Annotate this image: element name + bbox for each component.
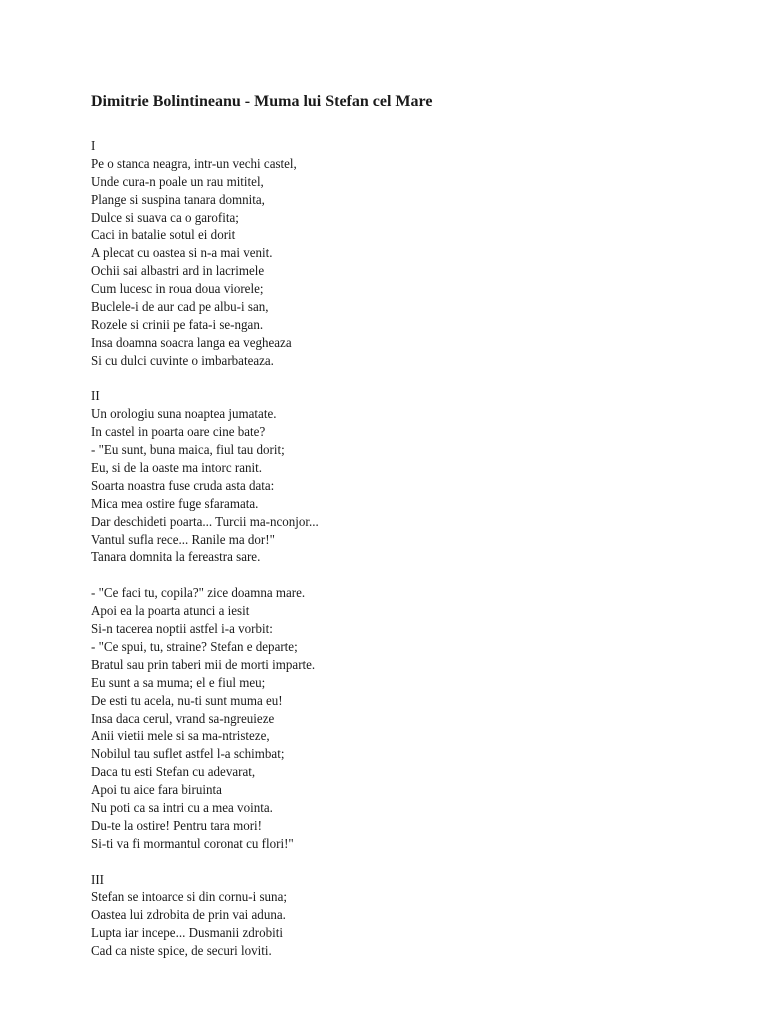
poem-line: Oastea lui zdrobita de prin vai aduna.	[91, 908, 286, 924]
poem-line: Rozele si crinii pe fata-i se-ngan.	[91, 317, 264, 333]
poem-line: Dar deschideti poarta... Turcii ma-nconjor...	[91, 514, 319, 530]
poem-line: Lupta iar incepe... Dusmanii zdrobiti	[91, 926, 284, 942]
poem-line: Unde cura-n poale un rau mititel,	[91, 174, 264, 190]
poem-line: Cum lucesc in roua doua viorele;	[91, 282, 264, 298]
poem-body	[91, 138, 731, 961]
poem-line: Eu, si de la oaste ma intorc ranit.	[91, 461, 263, 477]
poem-line: Insa doamna soacra langa ea vegheaza	[91, 335, 292, 351]
poem-line: Pe o stanca neagra, intr-un vechi castel,	[91, 156, 297, 172]
poem-line: - "Ce faci tu, copila?" zice doamna mare.	[91, 586, 306, 602]
stanza	[91, 585, 731, 853]
poem-line: Du-te la ostire! Pentru tara mori!	[91, 818, 263, 834]
poem-line: Caci in batalie sotul ei dorit	[91, 228, 236, 244]
poem-line: Daca tu esti Stefan cu adevarat,	[91, 765, 256, 781]
poem-line: A plecat cu oastea si n-a mai venit.	[91, 246, 273, 262]
poem-line: Bratul sau prin taberi mii de morti imparte.	[91, 657, 316, 673]
poem-line: Si-n tacerea noptii astfel i-a vorbit:	[91, 622, 273, 638]
stanza	[91, 138, 731, 371]
poem-line: Stefan se intoarce si din cornu-i suna;	[91, 890, 287, 906]
poem-line: Cad ca niste spice, de securi loviti.	[91, 944, 272, 960]
poem-line: Apoi tu aice fara biruinta	[91, 783, 222, 799]
poem-line: Mica mea ostire fuge sfaramata.	[91, 496, 259, 512]
poem-line: Nu poti ca sa intri cu a mea vointa.	[91, 800, 273, 816]
poem-line: Plange si suspina tanara domnita,	[91, 192, 265, 208]
poem-line: Si-ti va fi mormantul coronat cu flori!"	[91, 836, 294, 852]
poem-line: De esti tu acela, nu-ti sunt muma eu!	[91, 693, 283, 709]
poem-line: Soarta noastra fuse cruda asta data:	[91, 478, 275, 494]
poem-line: Nobilul tau suflet astfel l-a schimbat;	[91, 747, 285, 763]
poem-line: Si cu dulci cuvinte o imbarbateaza.	[91, 353, 274, 369]
stanza	[91, 872, 731, 961]
stanza-number: II	[91, 389, 100, 405]
stanza-number: III	[91, 872, 105, 888]
document-page	[91, 92, 731, 979]
poem-line: Buclele-i de aur cad pe albu-i san,	[91, 300, 269, 316]
poem-line: Apoi ea la poarta atunci a iesit	[91, 604, 250, 620]
poem-line: Vantul sufla rece... Ranile ma dor!"	[91, 532, 275, 548]
poem-line: Un orologiu suna noaptea jumatate.	[91, 407, 277, 423]
document-title: Dimitrie Bolintineanu - Muma lui Stefan cel Mare	[91, 93, 433, 110]
stanza	[91, 388, 731, 567]
poem-line: In castel in poarta oare cine bate?	[91, 425, 266, 441]
poem-line: Eu sunt a sa muma; el e fiul meu;	[91, 675, 266, 691]
poem-line: Dulce si suava ca o garofita;	[91, 210, 239, 226]
poem-line: Tanara domnita la fereastra sare.	[91, 550, 261, 566]
poem-line: Ochii sai albastri ard in lacrimele	[91, 264, 265, 280]
poem-line: - "Eu sunt, buna maica, fiul tau dorit;	[91, 443, 285, 459]
poem-line: - "Ce spui, tu, straine? Stefan e departe;	[91, 639, 298, 655]
stanza-number: I	[91, 139, 96, 154]
poem-line: Anii vietii mele si sa ma-ntristeze,	[91, 729, 270, 745]
poem-line: Insa daca cerul, vrand sa-ngreuieze	[91, 711, 275, 727]
